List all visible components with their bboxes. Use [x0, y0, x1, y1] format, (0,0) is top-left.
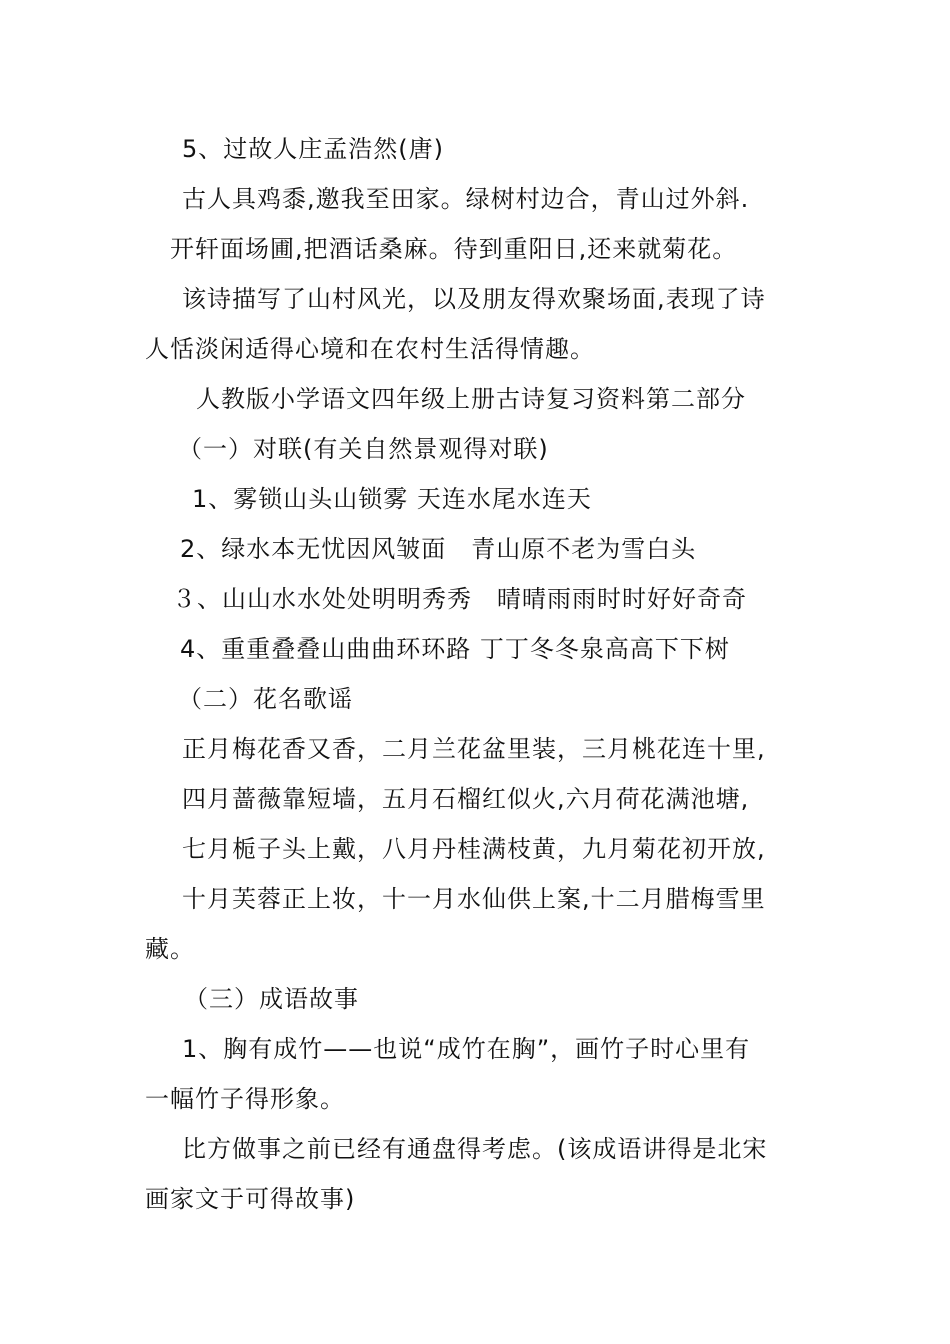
idiom-1-line-2: 一幅竹子得形象。: [145, 1085, 345, 1113]
heading-flower-song: （二）花名歌谣: [178, 685, 353, 713]
idiom-1-line-4: 画家文于可得故事): [145, 1185, 356, 1213]
section-title: 人教版小学语文四年级上册古诗复习资料第二部分: [196, 385, 746, 413]
couplet-2: 2、绿水本无忧因风皱面 青山原不老为雪白头: [180, 535, 697, 563]
poem-line-1: 古人具鸡黍,邀我至田家。绿树村边合，青山过外斜.: [182, 185, 750, 213]
couplet-1: 1、雾锁山头山锁雾 天连水尾水连天: [192, 485, 592, 513]
poem-title: 5、过故人庄孟浩然(唐): [182, 135, 444, 163]
flower-song-line-3: 七月栀子头上戴，八月丹桂满枝黄，九月菊花初开放,: [182, 835, 766, 863]
idiom-1-line-3: 比方做事之前已经有通盘得考虑。(该成语讲得是北宋: [182, 1135, 768, 1163]
flower-song-line-2: 四月蔷薇靠短墙，五月石榴红似火,六月荷花满池塘,: [182, 785, 750, 813]
poem-note-line-1: 该诗描写了山村风光，以及朋友得欢聚场面,表现了诗: [182, 285, 766, 313]
heading-couplets: （一）对联(有关自然景观得对联): [178, 435, 549, 463]
heading-idiom-stories: （三）成语故事: [184, 985, 359, 1013]
poem-line-2: 开轩面场圃,把酒话桑麻。待到重阳日,还来就菊花。: [170, 235, 738, 263]
couplet-3: ３、山山水水处处明明秀秀 晴晴雨雨时时好好奇奇: [172, 585, 747, 613]
idiom-1-line-1: 1、胸有成竹——也说“成竹在胸”，画竹子时心里有: [182, 1035, 751, 1063]
flower-song-line-1: 正月梅花香又香，二月兰花盆里装，三月桃花连十里,: [182, 735, 766, 763]
poem-note-line-2: 人恬淡闲适得心境和在农村生活得情趣。: [145, 335, 595, 363]
flower-song-line-4: 十月芙蓉正上妆，十一月水仙供上案,十二月腊梅雪里: [182, 885, 766, 913]
flower-song-line-5: 藏。: [145, 935, 195, 963]
couplet-4: 4、重重叠叠山曲曲环环路 丁丁冬冬泉高高下下树: [180, 635, 730, 663]
